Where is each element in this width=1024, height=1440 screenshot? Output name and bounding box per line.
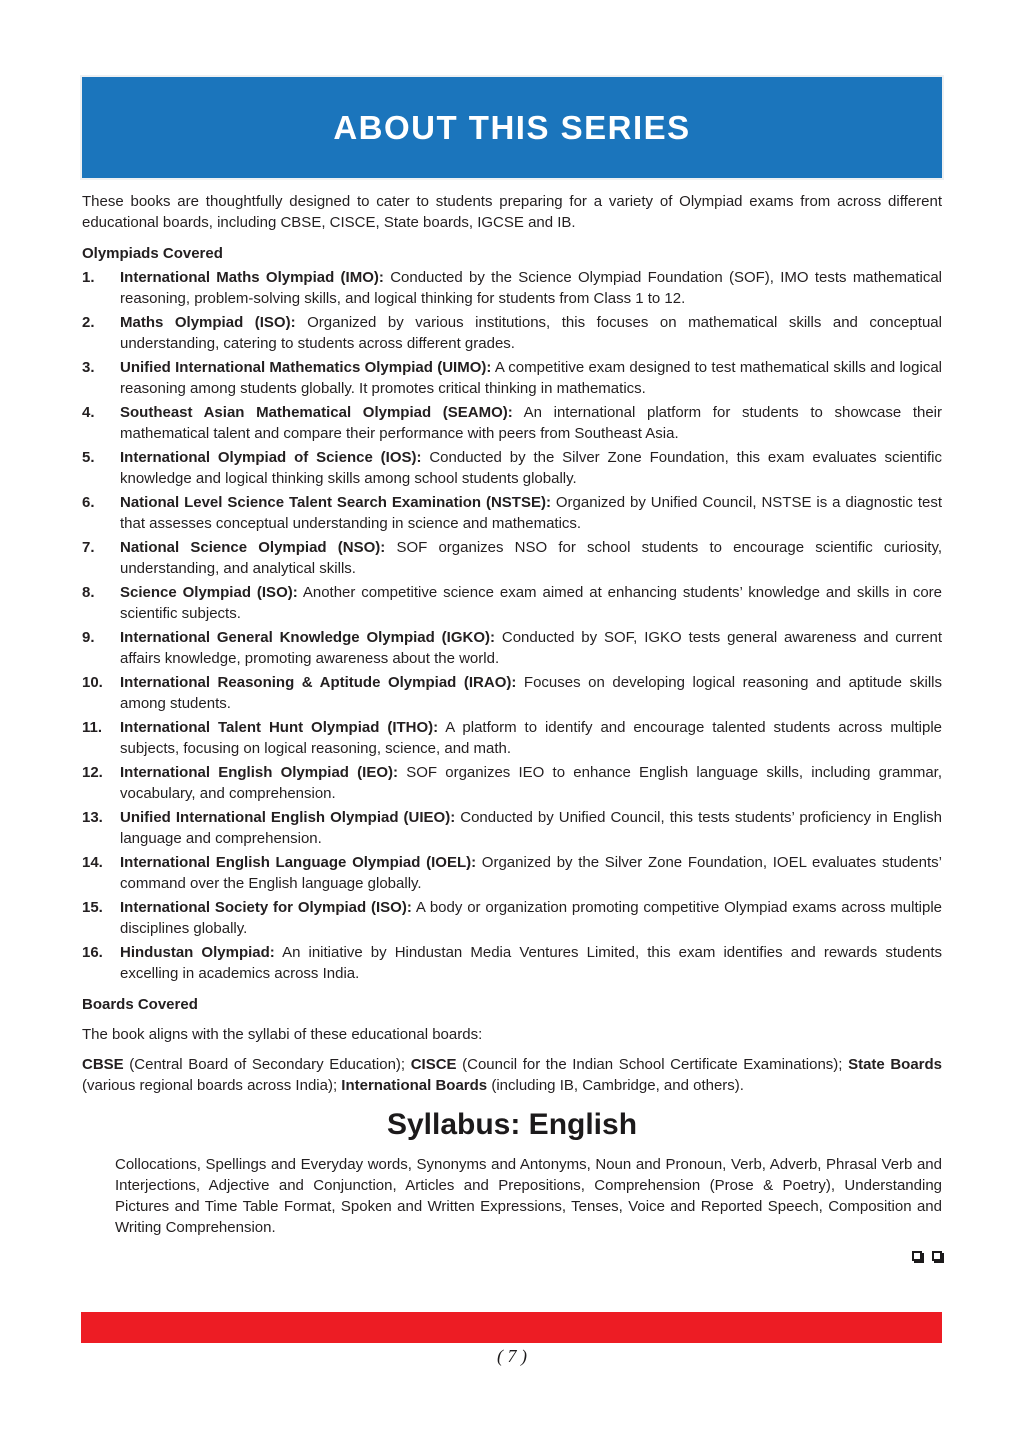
- list-item-number: 3.: [82, 359, 95, 376]
- olympiad-description: Organized by the Silver Zone Foundation, IOEL evaluates students’ command over the English language globally.: [120, 854, 942, 892]
- intro-paragraph: These books are thoughtfully designed to cater to students preparing for a variety of Olympiad exams from across different educational boards, including CBSE, CISCE, State boards, IGCSE and IB.: [82, 193, 942, 231]
- olympiad-description: An initiative by Hindustan Media Ventures Limited, this exam identifies and rewards students excelling in academics across India.: [120, 944, 943, 982]
- list-item-number: 14.: [82, 854, 103, 871]
- olympiad-description: Another competitive science exam aimed at enhancing students’ knowledge and skills in core scientific subjects.: [120, 584, 943, 622]
- list-item-number: 15.: [82, 899, 103, 916]
- olympiad-list-item: [82, 942, 942, 984]
- end-mark-square-icon: [932, 1251, 942, 1261]
- end-of-section-marks: [82, 1246, 942, 1264]
- boards-covered-heading: Boards Covered: [82, 996, 198, 1013]
- syllabus-heading: Syllabus: English: [386, 1108, 638, 1141]
- page-title: ABOUT THIS SERIES: [333, 108, 691, 146]
- olympiad-list-item: [82, 492, 942, 534]
- olympiad-list-item: [82, 447, 942, 489]
- end-mark-square-icon: [912, 1251, 922, 1261]
- olympiad-description: Organized by various institutions, this focuses on mathematical skills and conceptual understanding, catering to students across different grades.: [120, 314, 942, 352]
- olympiad-description: A competitive exam designed to test mathematical skills and logical reasoning among students globally. It promotes critical thinking in mathematics.: [120, 359, 943, 397]
- olympiad-name: International Maths Olympiad (IMO):: [120, 269, 384, 286]
- olympiad-list-item: [82, 582, 942, 624]
- content-column: [82, 77, 942, 1264]
- olympiad-name: Science Olympiad (ISO):: [120, 584, 298, 601]
- olympiad-list-item: [82, 807, 942, 849]
- olympiad-list-item: [82, 267, 942, 309]
- olympiad-name: National Level Science Talent Search Examination (NSTSE):: [120, 494, 551, 511]
- list-item-number: 16.: [82, 944, 103, 961]
- olympiad-name: International English Language Olympiad (IOEL):: [120, 854, 477, 871]
- board-description: (various regional boards across India);: [82, 1077, 342, 1094]
- footer-divider-bar: [81, 1312, 942, 1343]
- list-item-number: 5.: [82, 449, 95, 466]
- olympiad-name: International Society for Olympiad (ISO):: [120, 899, 412, 916]
- olympiad-name: Hindustan Olympiad:: [120, 944, 275, 961]
- olympiad-name: International Reasoning & Aptitude Olympiad (IRAO):: [120, 674, 517, 691]
- list-item-number: 8.: [82, 584, 95, 601]
- olympiad-name: International English Olympiad (IEO):: [120, 764, 398, 781]
- list-item-number: 1.: [82, 269, 95, 286]
- board-name: State Boards: [848, 1056, 943, 1073]
- list-item-number: 7.: [82, 539, 95, 556]
- olympiad-list: [82, 267, 942, 984]
- olympiad-list-item: [82, 627, 942, 669]
- board-name: CBSE: [82, 1056, 124, 1073]
- list-item-number: 6.: [82, 494, 95, 511]
- boards-intro: The book aligns with the syllabi of these educational boards:: [82, 1026, 483, 1043]
- board-name: International Boards: [341, 1077, 488, 1094]
- board-name: CISCE: [410, 1056, 457, 1073]
- olympiad-list-item: [82, 717, 942, 759]
- board-description: (including IB, Cambridge, and others).: [487, 1077, 744, 1094]
- olympiad-description: Conducted by the Silver Zone Foundation, this exam evaluates scientific knowledge and logical thinking skills among school students globally.: [120, 449, 942, 487]
- list-item-number: 12.: [82, 764, 103, 781]
- olympiad-list-item: [82, 537, 942, 579]
- olympiad-name: International General Knowledge Olympiad (IGKO):: [120, 629, 495, 646]
- olympiad-description: Organized by Unified Council, NSTSE is a diagnostic test that assesses conceptual understanding in science and mathematics.: [120, 494, 943, 532]
- olympiad-name: Unified International Mathematics Olympiad (UIMO):: [120, 359, 492, 376]
- list-item-number: 9.: [82, 629, 95, 646]
- olympiad-description: A platform to identify and encourage talented students across multiple subjects, focusing on logical reasoning, science, and math.: [120, 719, 943, 757]
- board-description: (Council for the Indian School Certificate Examinations);: [456, 1056, 849, 1073]
- boards-detail: [82, 1054, 942, 1096]
- olympiad-description: SOF organizes IEO to enhance English language skills, including grammar, vocabulary, and comprehension.: [120, 764, 943, 802]
- olympiad-name: International Olympiad of Science (IOS):: [120, 449, 422, 466]
- list-item-number: 11.: [82, 719, 103, 736]
- olympiad-description: Conducted by the Science Olympiad Foundation (SOF), IMO tests mathematical reasoning, problem-solving skills, and logical thinking for students from Class 1 to 12.: [120, 269, 943, 307]
- olympiad-list-item: [82, 672, 942, 714]
- list-item-number: 2.: [82, 314, 95, 331]
- olympiad-name: International Talent Hunt Olympiad (ITHO):: [120, 719, 439, 736]
- olympiad-description: Conducted by SOF, IGKO tests general awareness and current affairs knowledge, promoting awareness about the world.: [120, 629, 942, 667]
- olympiad-name: Maths Olympiad (ISO):: [120, 314, 296, 331]
- olympiad-list-item: [82, 402, 942, 444]
- olympiad-description: A body or organization promoting competitive Olympiad exams across multiple disciplines globally.: [120, 899, 942, 937]
- list-item-number: 4.: [82, 404, 95, 421]
- olympiad-list-item: [82, 897, 942, 939]
- board-description: (Central Board of Secondary Education);: [123, 1056, 411, 1073]
- olympiad-description: An international platform for students to showcase their mathematical talent and compare their performance with peers from Southeast Asia.: [120, 404, 943, 442]
- olympiad-name: Southeast Asian Mathematical Olympiad (SEAMO):: [120, 404, 513, 421]
- olympiad-description: Conducted by Unified Council, this tests students’ proficiency in English language and comprehension.: [120, 809, 943, 847]
- syllabus-paragraph: Collocations, Spellings and Everyday words, Synonyms and Antonyms, Noun and Pronoun, Verb, Adverb, Phrasal Verb and Interjections, Adjective and Conjunction, Articles and Prepositions, Comprehension (Prose & Poetry), Understanding Pictures and Time Table Format, Spoken and Written Expressions, Tenses, Voice and Reported Speech, Composition and Writing Comprehension.: [115, 1156, 942, 1236]
- olympiad-list-item: [82, 312, 942, 354]
- section-header-banner: [82, 77, 942, 178]
- olympiads-covered-heading: Olympiads Covered: [82, 245, 223, 262]
- page-number: ( 7 ): [497, 1346, 527, 1366]
- olympiad-list-item: [82, 357, 942, 399]
- olympiad-description: SOF organizes NSO for school students to encourage scientific curiosity, understanding, and analytical skills.: [120, 539, 943, 577]
- olympiad-name: Unified International English Olympiad (UIEO):: [120, 809, 456, 826]
- list-item-number: 10.: [82, 674, 103, 691]
- olympiad-description: Focuses on developing logical reasoning and aptitude skills among students.: [120, 674, 943, 712]
- list-item-number: 13.: [82, 809, 103, 826]
- olympiad-list-item: [82, 762, 942, 804]
- olympiad-name: National Science Olympiad (NSO):: [120, 539, 386, 556]
- olympiad-list-item: [82, 852, 942, 894]
